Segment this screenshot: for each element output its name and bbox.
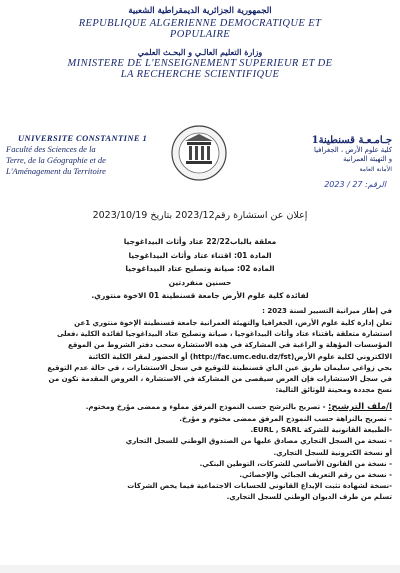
- dossier-label: ا/ملف الترشيح:: [327, 402, 392, 412]
- header-fr-ministry-line1: MINISTERE DE L'ENSEIGNEMENT SUPERIEUR ET DE: [67, 58, 333, 69]
- list-item: - نسخة من السجل التجاري مصادق عليها من الصندوق الوطني للسجل التجاري: [125, 437, 392, 446]
- list-item: أو نسخة الكترونية للسجل التجاري.: [273, 448, 392, 457]
- header-ar-republic: الجمهورية الجزائرية الديمقراطية الشعبية: [128, 6, 272, 16]
- budget-intro: في إطار ميزانية التسيير لسنة 2023 :: [262, 307, 392, 315]
- university-ar-block: [272, 135, 392, 173]
- university-fr-name: UNIVERSITE CONSTANTINE 1: [18, 133, 148, 143]
- announcement-title: إعلان عن استشارة رقم2023/12 بتاريخ 2023/10/19: [92, 210, 308, 221]
- faculty-fr-line1: Faculté des Sciences de la: [6, 144, 96, 154]
- university-fr-block: [6, 133, 191, 176]
- university-logo: [170, 124, 228, 182]
- paragraph-line: تعلن إدارة كلية علوم الأرض، الجغرافيا والتهيئة العمرانية جامعة قسنطينة الإخوة منتوري 1عن: [74, 319, 392, 327]
- secretariat-ar: الأمانة العامة: [359, 166, 392, 173]
- announcement-subject-block: [40, 235, 360, 303]
- header-fr-ministry-line2: LA RECHERCHE SCIENTIFIQUE: [120, 69, 280, 80]
- list-item: - تصريح بالنزاهة حسب النموذج المرفق ممضى مختوم و مؤرخ.: [179, 415, 392, 423]
- university-ar-name: جـامـعـة قسنطينة1: [311, 135, 392, 146]
- subject-line: المادة 02: صيانة وتصليح عتاد البيداغوجيا: [125, 264, 275, 273]
- faculty-ar-line1: كلية علوم الأرض ، الجغرافيا: [314, 146, 392, 154]
- paragraph-line: بحي زواغي سليمان طريق عين الباي قسنطينة للتوقيع في سجل الاستشارات ، في حالة عدم التوقيع: [47, 363, 392, 372]
- faculty-ar-line2: و التهيئة العمرانية: [343, 155, 392, 163]
- header-fr-republic-line1: REPUBLIQUE ALGERIENNE DEMOCRATIQUE ET: [78, 18, 322, 29]
- dossier-section: [8, 402, 392, 413]
- list-item: -نسخة لشهادة تثبت الإيداع القانوني للحسابات الاجتماعية فيما يخص الشركات: [127, 482, 392, 491]
- paragraph-line: في سجل الاستشارات فإن العرض سيقصى من المشاركة في الاستشارة ، العروض المقدمة تكون من: [48, 375, 392, 384]
- dossier-first-item: - تصريح بالترشح حسب النموذج المرفق مملوء و ممضى مؤرخ ومختوم.: [85, 403, 326, 411]
- required-documents-list: [8, 414, 392, 504]
- reference-number-handwritten: الرقم: 27 / 2023: [324, 180, 386, 189]
- header-fr-republic: [20, 18, 380, 40]
- list-item: -الطبيعة القانونية للشركة EURL , SARL.: [250, 426, 392, 435]
- paragraph-line: نسخ مجددة ومحينة للوثائق التالية:: [275, 386, 392, 395]
- paragraph-line: الالكتروني لكلية علوم الأرض(http://fac.umc.edu.dz/fst) أو الحضور لمقر الكلية الكائنة: [88, 352, 392, 361]
- paragraph-line: المؤسسات المؤهلة و الراغبة في المشاركة في هذه الاستشارة سحب دفتر الشروط من الموقع: [68, 341, 392, 350]
- list-item: تسلم من طرف الديوان الوطني للسجل التجاري.: [226, 493, 392, 502]
- faculty-fr-line2: Terre, de la Géographie et de: [6, 155, 106, 165]
- header-fr-republic-line2: POPULAIRE: [169, 29, 231, 40]
- paragraph-line: استشارة متعلقة باقتناء عتاد وأثاث البيداغوجيا ، صيانة وتصليح عتاد البيداغوجيا لفائدة الكلية ،فعلى: [56, 330, 392, 339]
- subject-line: لفائدة كلية علوم الأرض جامعة قسنطينة 01 الاخوة منتوري.: [91, 291, 309, 300]
- page-bottom-edge: [0, 565, 400, 573]
- subject-line: المادة 01: اقتناء عتاد وأثاث البيداغوجيا: [128, 250, 272, 260]
- faculty-fr-line3: L'Aménagement du Territoire: [6, 166, 106, 176]
- list-item: - نسخة من القانون الأساسي للشركات، التوطين البنكي.: [199, 459, 392, 468]
- header-fr-ministry: [20, 58, 380, 80]
- list-item: - نسخة من رقم التعريف الجبائي والإحصائي.: [239, 471, 392, 480]
- subject-line: معلقة بالباب22/22 عتاد وأثاث البيداغوجيا: [123, 237, 277, 246]
- header-ar-ministry: وزارة التعليم العالـي و البحـث العلمي: [137, 47, 263, 57]
- announcement-paragraph: [8, 318, 392, 396]
- subject-line: حسنين منفردتين: [168, 277, 232, 287]
